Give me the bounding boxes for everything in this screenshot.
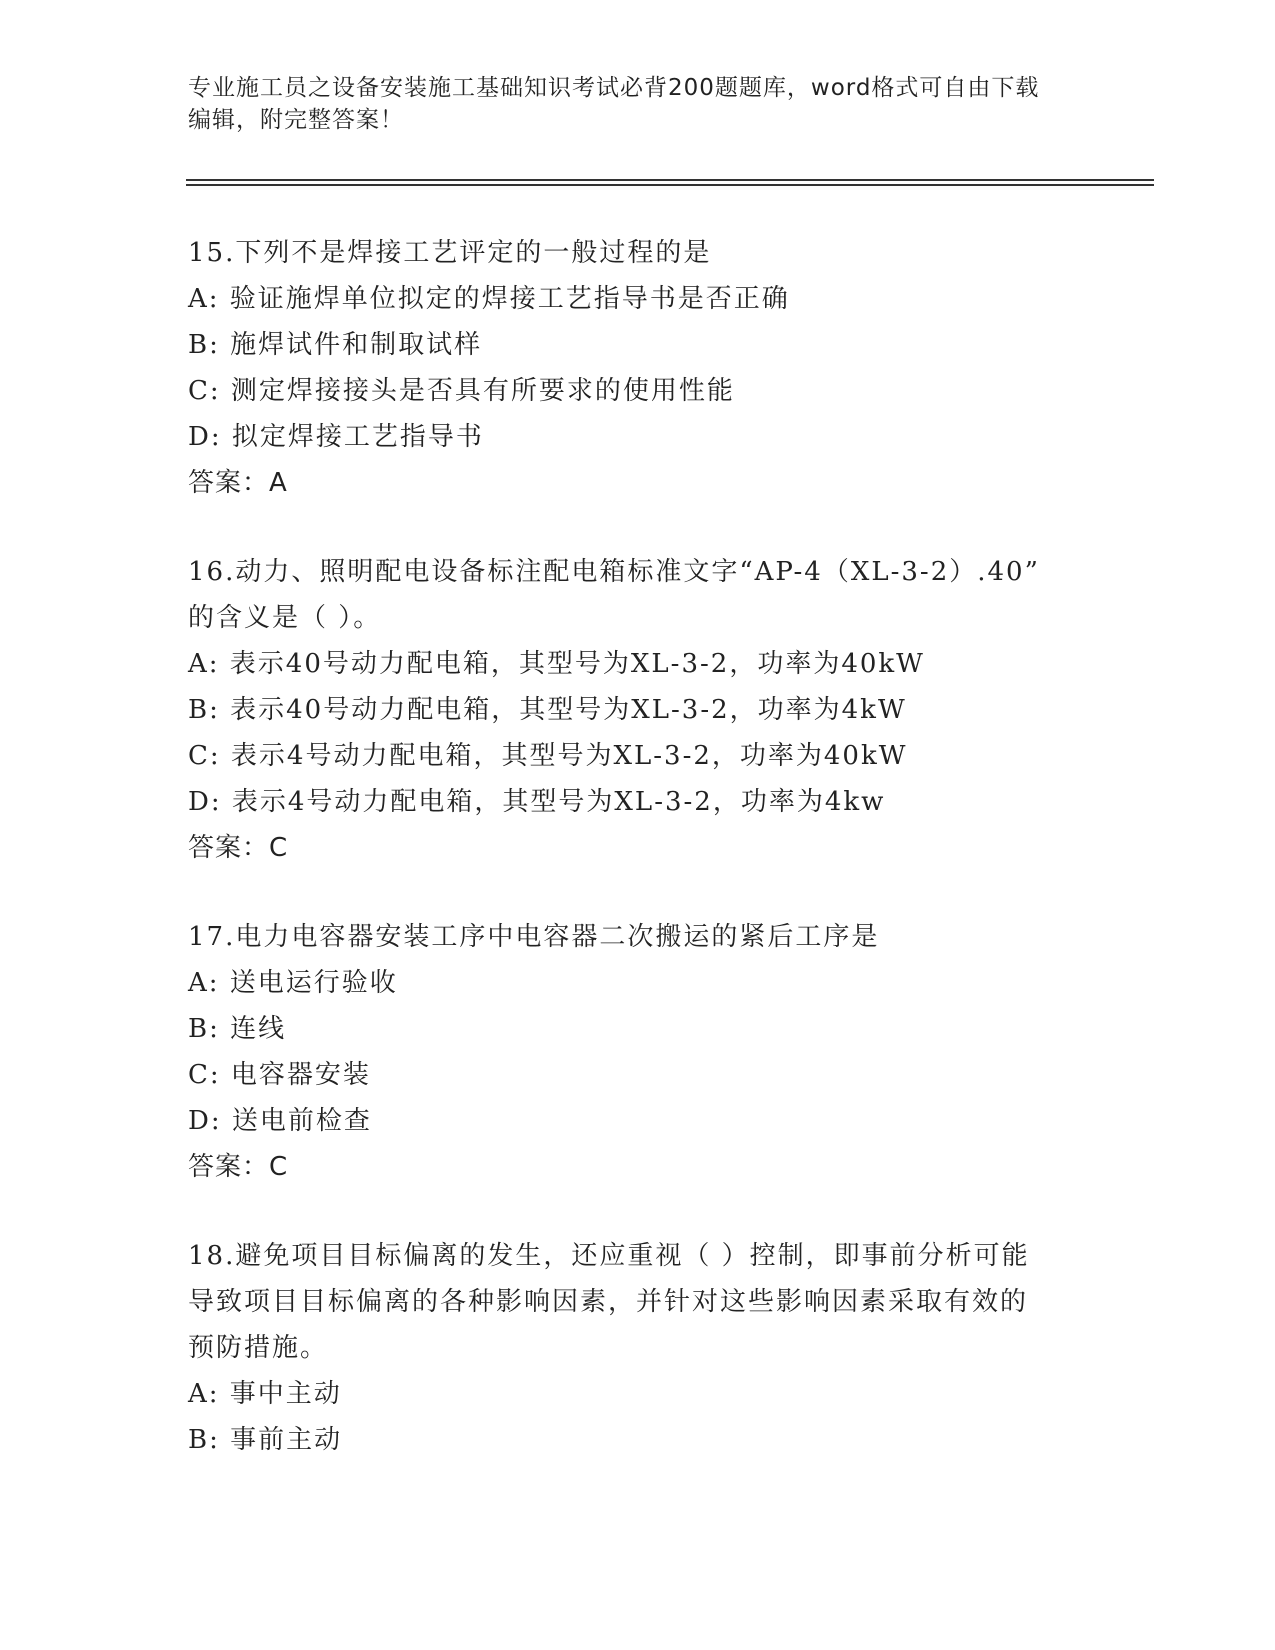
document-header xyxy=(188,72,1088,136)
question-15 xyxy=(188,230,1088,506)
question-text: 17.电力电容器安装工序中电容器二次搬运的紧后工序是 xyxy=(188,922,880,952)
option-c: C: 电容器安装 xyxy=(188,1060,371,1090)
option-a: A: 表示40号动力配电箱，其型号为XL-3-2，功率为40kW xyxy=(188,649,925,679)
question-text-cont: 的含义是（ ）。 xyxy=(188,603,382,633)
option-b: B: 表示40号动力配电箱，其型号为XL-3-2，功率为4kW xyxy=(188,695,907,725)
header-line-2: 编辑，附完整答案！ xyxy=(188,107,404,133)
answer: 答案：C xyxy=(188,833,289,863)
question-16 xyxy=(188,549,1088,871)
option-c: C: 测定焊接接头是否具有所要求的使用性能 xyxy=(188,376,735,406)
question-text: 15.下列不是焊接工艺评定的一般过程的是 xyxy=(188,238,712,268)
question-18 xyxy=(188,1233,1088,1463)
option-c: C: 表示4号动力配电箱，其型号为XL-3-2，功率为40kW xyxy=(188,741,908,771)
header-divider-top xyxy=(186,179,1154,181)
header-line-1: 专业施工员之设备安装施工基础知识考试必背200题题库，word格式可自由下载 xyxy=(188,75,1040,101)
question-text-cont: 预防措施。 xyxy=(188,1333,329,1363)
option-a: A: 送电运行验收 xyxy=(188,968,398,998)
option-d: D: 表示4号动力配电箱，其型号为XL-3-2，功率为4kw xyxy=(188,787,886,817)
answer: 答案：A xyxy=(188,468,288,498)
question-17 xyxy=(188,914,1088,1190)
option-b: B: 施焊试件和制取试样 xyxy=(188,330,483,360)
option-a: A: 验证施焊单位拟定的焊接工艺指导书是否正确 xyxy=(188,284,790,314)
option-b: B: 事前主动 xyxy=(188,1425,343,1455)
option-b: B: 连线 xyxy=(188,1014,287,1044)
question-text: 18.避免项目目标偏离的发生，还应重视（ ）控制，即事前分析可能 xyxy=(188,1241,1030,1271)
question-text: 16.动力、照明配电设备标注配电箱标准文字“AP-4（XL-3-2）.40” xyxy=(188,557,1040,587)
option-d: D: 送电前检查 xyxy=(188,1106,372,1136)
option-d: D: 拟定焊接工艺指导书 xyxy=(188,422,484,452)
header-divider-bottom xyxy=(186,184,1154,186)
option-a: A: 事中主动 xyxy=(188,1379,342,1409)
question-text-cont: 导致项目目标偏离的各种影响因素，并针对这些影响因素采取有效的 xyxy=(188,1287,1029,1317)
answer: 答案：C xyxy=(188,1152,289,1182)
